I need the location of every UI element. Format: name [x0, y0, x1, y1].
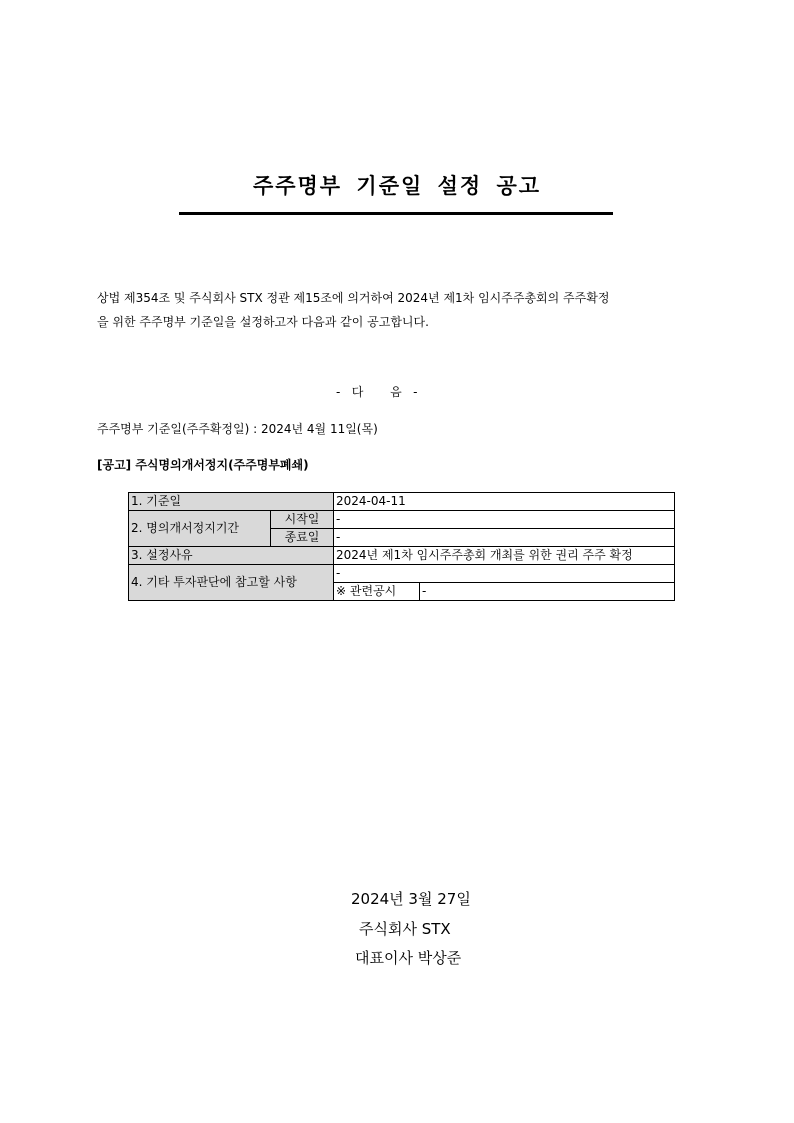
intro-line-2: 을 위한 주주명부 기준일을 설정하고자 다음과 같이 공고합니다.	[97, 315, 429, 329]
table-row	[129, 565, 675, 583]
page-title: 주주명부 기준일 설정 공고	[252, 174, 542, 198]
table-label-cell: 3. 설정사유	[129, 547, 334, 565]
table-value-cell: -	[420, 583, 675, 601]
signature-date: 2024년 3월 27일	[351, 890, 471, 908]
notice-heading: [공고] 주식명의개서정지(주주명부폐쇄)	[97, 458, 309, 472]
table-sublabel-cell: 종료일	[271, 529, 334, 547]
table-sublabel-cell: 시작일	[271, 511, 334, 529]
table-value-cell: -	[334, 511, 675, 529]
signature-ceo: 대표이사 박상준	[355, 949, 462, 967]
table-value-cell: -	[334, 565, 675, 583]
table-label-cell: 2. 명의개서정지기간	[129, 511, 271, 547]
table-value-cell: 2024-04-11	[334, 493, 675, 511]
intro-line-1: 상법 제354조 및 주식회사 STX 정관 제15조에 의거하여 2024년 제1차 임시주주총회의 주주확정	[97, 291, 610, 305]
table-row	[129, 547, 675, 565]
table-label-cell: 4. 기타 투자판단에 참고할 사항	[129, 565, 334, 601]
notice-table	[128, 492, 675, 601]
table-row	[129, 511, 675, 529]
intro-paragraph	[97, 286, 697, 334]
signature-company: 주식회사 STX	[359, 920, 451, 938]
table-sublabel-cell: ※ 관련공시	[334, 583, 420, 601]
table-value-cell: 2024년 제1차 임시주주총회 개최를 위한 권리 주주 확정	[334, 547, 675, 565]
table-label-cell: 1. 기준일	[129, 493, 334, 511]
table-value-cell: -	[334, 529, 675, 547]
table-row	[129, 493, 675, 511]
title-underline	[179, 212, 613, 215]
da-eum-heading: - 다 음 -	[336, 385, 418, 399]
record-date-line: 주주명부 기준일(주주확정일) : 2024년 4월 11일(목)	[97, 422, 378, 436]
